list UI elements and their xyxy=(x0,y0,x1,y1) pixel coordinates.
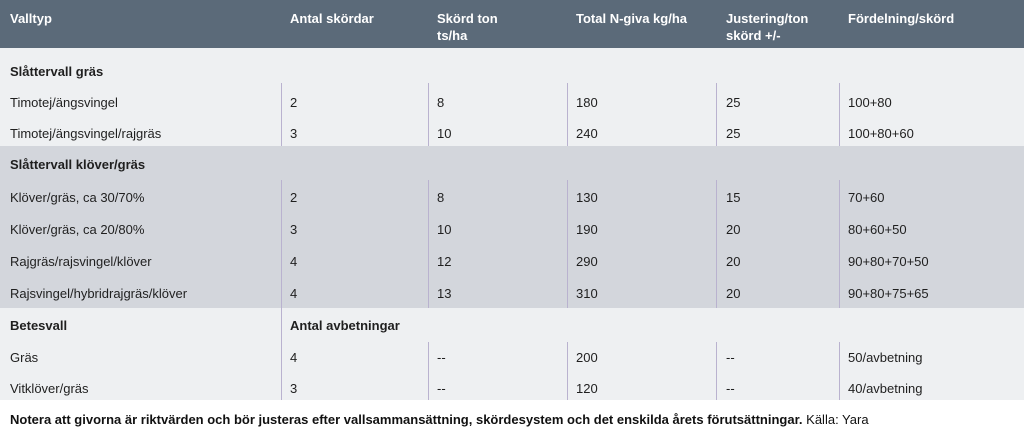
cell-justering: 20 xyxy=(726,222,741,237)
footnote-text: Notera att givorna är riktvärden och bör justeras efter vallsammansättning, skördesystem och det enskilda årets förutsättningar. xyxy=(10,412,803,427)
table-row xyxy=(0,372,1024,404)
cell-valltyp: Klöver/gräs, ca 30/70% xyxy=(10,190,145,205)
cell-antal: 4 xyxy=(290,254,298,269)
header-valltyp: Valltyp xyxy=(10,11,52,26)
section-heading-row xyxy=(0,309,1024,341)
table-row xyxy=(0,86,1024,118)
cell-skord: 8 xyxy=(437,190,445,205)
table-row xyxy=(0,245,1024,277)
cell-n-giva: 240 xyxy=(576,126,598,141)
cell-antal: 4 xyxy=(290,350,298,365)
cell-n-giva: 290 xyxy=(576,254,598,269)
cell-n-giva: 200 xyxy=(576,350,598,365)
cell-valltyp: Vitklöver/gräs xyxy=(10,381,89,396)
cell-skord: 10 xyxy=(437,222,452,237)
cell-fordelning: 50/avbetning xyxy=(848,350,923,365)
cell-skord: 10 xyxy=(437,126,452,141)
cell-n-giva: 120 xyxy=(576,381,598,396)
cell-fordelning: 70+60 xyxy=(848,190,885,205)
header-fordelning: Fördelning/skörd xyxy=(848,11,955,26)
section-title: Slåttervall gräs xyxy=(10,64,104,79)
table-row xyxy=(0,181,1024,213)
cell-justering: -- xyxy=(726,381,735,396)
table-row xyxy=(0,341,1024,373)
cell-antal: 2 xyxy=(290,190,298,205)
cell-justering: 25 xyxy=(726,126,741,141)
cell-skord: 12 xyxy=(437,254,452,269)
cell-skord: -- xyxy=(437,350,446,365)
section-heading-row xyxy=(0,55,1024,87)
cell-fordelning: 100+80+60 xyxy=(848,126,914,141)
cell-n-giva: 310 xyxy=(576,286,598,301)
cell-justering: 15 xyxy=(726,190,741,205)
cell-justering: 20 xyxy=(726,286,741,301)
section-title: Slåttervall klöver/gräs xyxy=(10,157,146,172)
cell-fordelning: 40/avbetning xyxy=(848,381,923,396)
table-header xyxy=(0,0,1024,48)
cell-valltyp: Klöver/gräs, ca 20/80% xyxy=(10,222,145,237)
cell-skord: 13 xyxy=(437,286,452,301)
cell-valltyp: Rajgräs/rajsvingel/klöver xyxy=(10,254,152,269)
header-justering: Justering/ton skörd +/- xyxy=(726,11,809,43)
cell-antal: 3 xyxy=(290,222,298,237)
cell-valltyp: Gräs xyxy=(10,350,39,365)
cell-antal: 2 xyxy=(290,95,298,110)
header-antal-skordar: Antal skördar xyxy=(290,11,374,26)
section-title: Betesvall xyxy=(10,318,68,333)
cell-skord: 8 xyxy=(437,95,445,110)
section-heading-row xyxy=(0,148,1024,180)
cell-justering: -- xyxy=(726,350,735,365)
cell-antal: 3 xyxy=(290,126,298,141)
cell-fordelning: 90+80+75+65 xyxy=(848,286,929,301)
cell-valltyp: Rajsvingel/hybridrajgräs/klöver xyxy=(10,286,188,301)
cell-n-giva: 130 xyxy=(576,190,598,205)
table-row xyxy=(0,213,1024,245)
cell-fordelning: 90+80+70+50 xyxy=(848,254,929,269)
cell-justering: 20 xyxy=(726,254,741,269)
section-subheader-antal-avbetningar: Antal avbetningar xyxy=(290,318,400,333)
cell-fordelning: 100+80 xyxy=(848,95,892,110)
table-row xyxy=(0,277,1024,309)
header-total-n-giva: Total N-giva kg/ha xyxy=(576,11,687,26)
cell-antal: 4 xyxy=(290,286,298,301)
cell-fordelning: 80+60+50 xyxy=(848,222,907,237)
cell-valltyp: Timotej/ängsvingel/rajgräs xyxy=(10,126,162,141)
footnote-source: Källa: Yara xyxy=(806,412,869,427)
table-row xyxy=(0,117,1024,149)
cell-valltyp: Timotej/ängsvingel xyxy=(10,95,118,110)
cell-n-giva: 190 xyxy=(576,222,598,237)
cell-skord: -- xyxy=(437,381,446,396)
footnote xyxy=(10,412,869,428)
cell-n-giva: 180 xyxy=(576,95,598,110)
cell-justering: 25 xyxy=(726,95,741,110)
cell-antal: 3 xyxy=(290,381,298,396)
header-skord-ton: Skörd ton ts/ha xyxy=(437,11,498,43)
